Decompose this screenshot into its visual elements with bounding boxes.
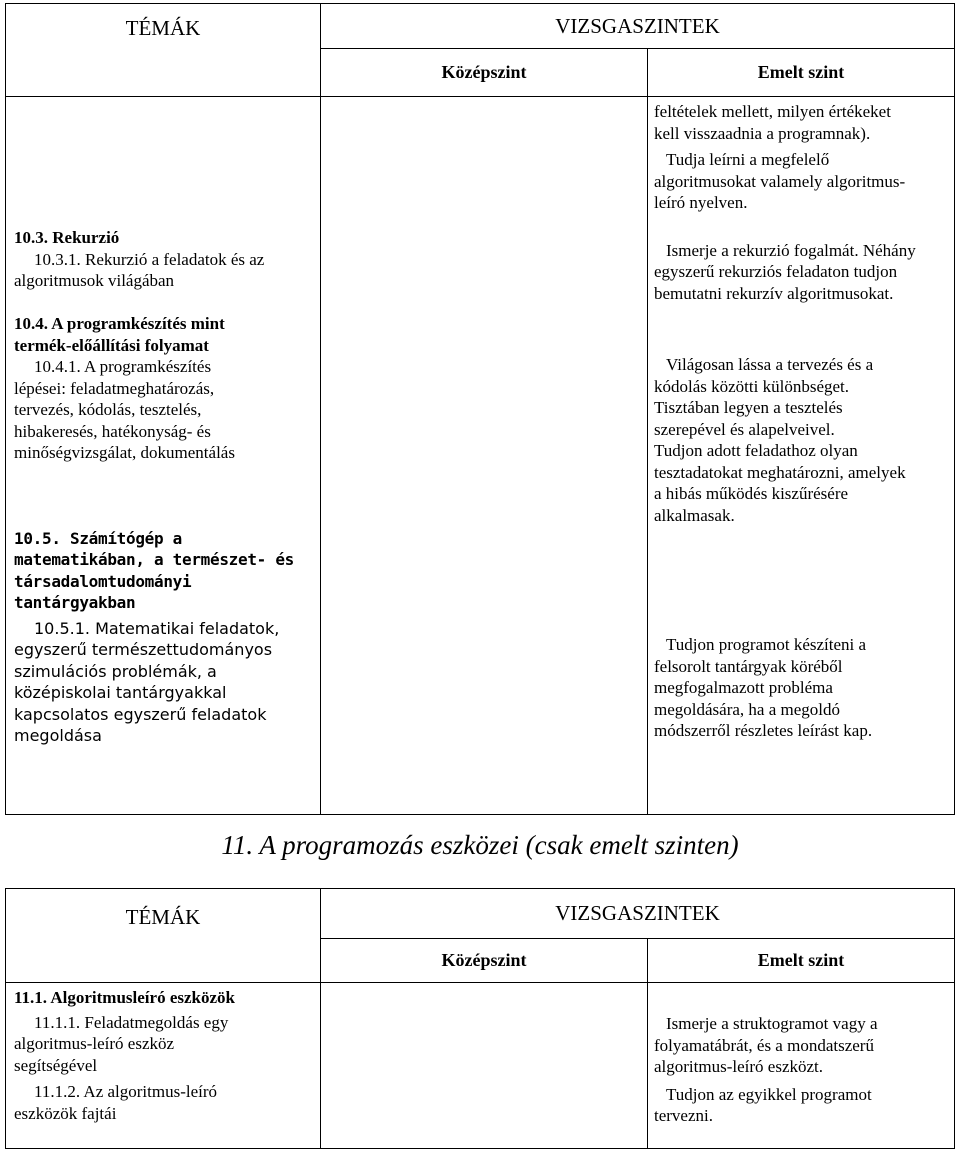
topic-10-4-1-line1: 10.4.1. A programkészítés — [34, 357, 212, 376]
topic-10-3: 10.3. Rekurzió — [14, 228, 120, 247]
emelt-line: Tudja leírni a megfelelő — [666, 150, 830, 169]
topic-11-1-2-line2: eszközök fajtái — [14, 1103, 117, 1123]
topic-10-5-1-line6: megoldása — [14, 726, 102, 745]
emelt-line: Tudjon programot készíteni a — [666, 635, 867, 654]
topic-10-5-1-line1: 10.5.1. Matematikai feladatok, — [34, 618, 280, 638]
topic-11-1: 11.1. Algoritmusleíró eszközök — [14, 988, 235, 1007]
topic-10-3-1-line2: algoritmusok világában — [14, 271, 175, 290]
topics-header — [6, 4, 321, 97]
emelt-line: feltételek mellett, milyen értékeket — [654, 102, 891, 121]
topic-10-5-1-line3: szimulációs problémák, a — [14, 661, 217, 681]
emelt-line: Világosan lássa a tervezés és a — [666, 355, 874, 374]
topic-10-5-line2: matematikában, a természet- és — [14, 550, 294, 569]
topics-cell-2 — [6, 983, 321, 1149]
mid-level-header-2 — [321, 939, 648, 983]
emelt2-line: algoritmus-leíró eszközt. — [654, 1057, 824, 1076]
emelt-line: a hibás működés kiszűrésére — [654, 484, 849, 503]
levels-header-2-label: VIZSGASZINTEK — [555, 901, 720, 925]
emelt2-line: folyamatábrát, és a mondatszerű — [654, 1035, 874, 1055]
high-level-header — [648, 49, 955, 97]
topic-10-4-line1: 10.4. A programkészítés mint — [14, 314, 225, 333]
topic-10-5-line3: társadalomtudományi — [14, 571, 192, 591]
emelt-line: Tisztában legyen a tesztelés — [654, 398, 843, 417]
high-level-header-2 — [648, 939, 955, 983]
topic-10-5-1-line2: egyszerű természettudományos — [14, 640, 273, 659]
topic-11-1-2-line1: 11.1.2. Az algoritmus-leíró — [34, 1082, 218, 1101]
emelt-line: bemutatni rekurzív algoritmusokat. — [654, 283, 894, 303]
topic-10-5-1-line4: középiskolai tantárgyakkal — [14, 683, 227, 702]
emelt-line: Tudjon adott feladathoz olyan — [654, 441, 858, 460]
mid-level-cell — [321, 97, 648, 815]
emelt2-line: tervezni. — [654, 1106, 713, 1125]
emelt-line: algoritmusokat valamely algoritmus- — [654, 171, 906, 191]
topics-header-label: TÉMÁK — [125, 16, 201, 40]
emelt2-line: Tudjon az egyikkel programot — [666, 1084, 872, 1104]
section-heading: 11. A programozás eszközei (csak emelt szinten) — [221, 830, 739, 860]
topics-header-2 — [6, 889, 321, 983]
topic-11-1-1-line2: algoritmus-leíró eszköz — [14, 1034, 175, 1053]
emelt-line: leíró nyelven. — [654, 193, 748, 212]
topic-10-4-1-line4: hibakeresés, hatékonyság- és — [14, 421, 211, 441]
topic-11-1-1-line3: segítségével — [14, 1055, 98, 1075]
topic-10-5-line4: tantárgyakban — [14, 593, 136, 612]
topic-10-4-1-line5: minőségvizsgálat, dokumentálás — [14, 443, 235, 462]
topic-10-5-line1: 10.5. Számítógép a — [14, 528, 182, 548]
emelt-line: felsorolt tantárgyak köréből — [654, 656, 843, 676]
exam-table-2 — [5, 888, 955, 1149]
emelt-line: megfogalmazott probléma — [654, 678, 833, 697]
topics-cell — [6, 97, 321, 815]
emelt2-line: Ismerje a struktogramot vagy a — [666, 1014, 878, 1033]
levels-header-label: VIZSGASZINTEK — [555, 13, 720, 38]
topic-10-4-1-line3: tervezés, kódolás, tesztelés, — [14, 400, 202, 419]
exam-table-1 — [5, 3, 955, 815]
mid-level-header — [321, 49, 648, 97]
emelt-line: alkalmasak. — [654, 505, 735, 525]
high-level-label: Emelt szint — [757, 62, 845, 82]
emelt-line: megoldására, ha a megoldó — [654, 699, 840, 719]
mid-level-2-label: Középszint — [441, 950, 527, 970]
emelt-line: tesztadatokat meghatározni, amelyek — [654, 462, 906, 482]
emelt-line: egyszerű rekurziós feladaton tudjon — [654, 262, 898, 281]
emelt-line: kell visszaadnia a programnak). — [654, 123, 871, 143]
high-level-cell — [648, 97, 955, 815]
topic-10-4-line2: termék-előállítási folyamat — [14, 335, 209, 355]
topic-10-4-1-line2: lépései: feladatmeghatározás, — [14, 378, 215, 398]
emelt-line: kódolás közötti különbséget. — [654, 376, 850, 396]
high-level-cell-2 — [648, 983, 955, 1149]
topic-10-5-1-line5: kapcsolatos egyszerű feladatok — [14, 704, 267, 724]
topics-header-2-label: TÉMÁK — [125, 905, 201, 929]
levels-header-2 — [321, 889, 955, 939]
levels-header — [321, 4, 955, 49]
emelt-line: módszerről részletes leírást kap. — [654, 721, 873, 740]
emelt-line: Ismerje a rekurzió fogalmát. Néhány — [666, 240, 916, 260]
emelt-line: szerepével és alapelveivel. — [654, 419, 835, 439]
topic-11-1-1-line1: 11.1.1. Feladatmegoldás egy — [34, 1012, 229, 1032]
high-level-2-label: Emelt szint — [757, 950, 845, 970]
topic-10-3-1-line1: 10.3.1. Rekurzió a feladatok és az — [34, 249, 265, 269]
mid-level-label: Középszint — [441, 62, 527, 82]
mid-level-cell-2 — [321, 983, 648, 1149]
